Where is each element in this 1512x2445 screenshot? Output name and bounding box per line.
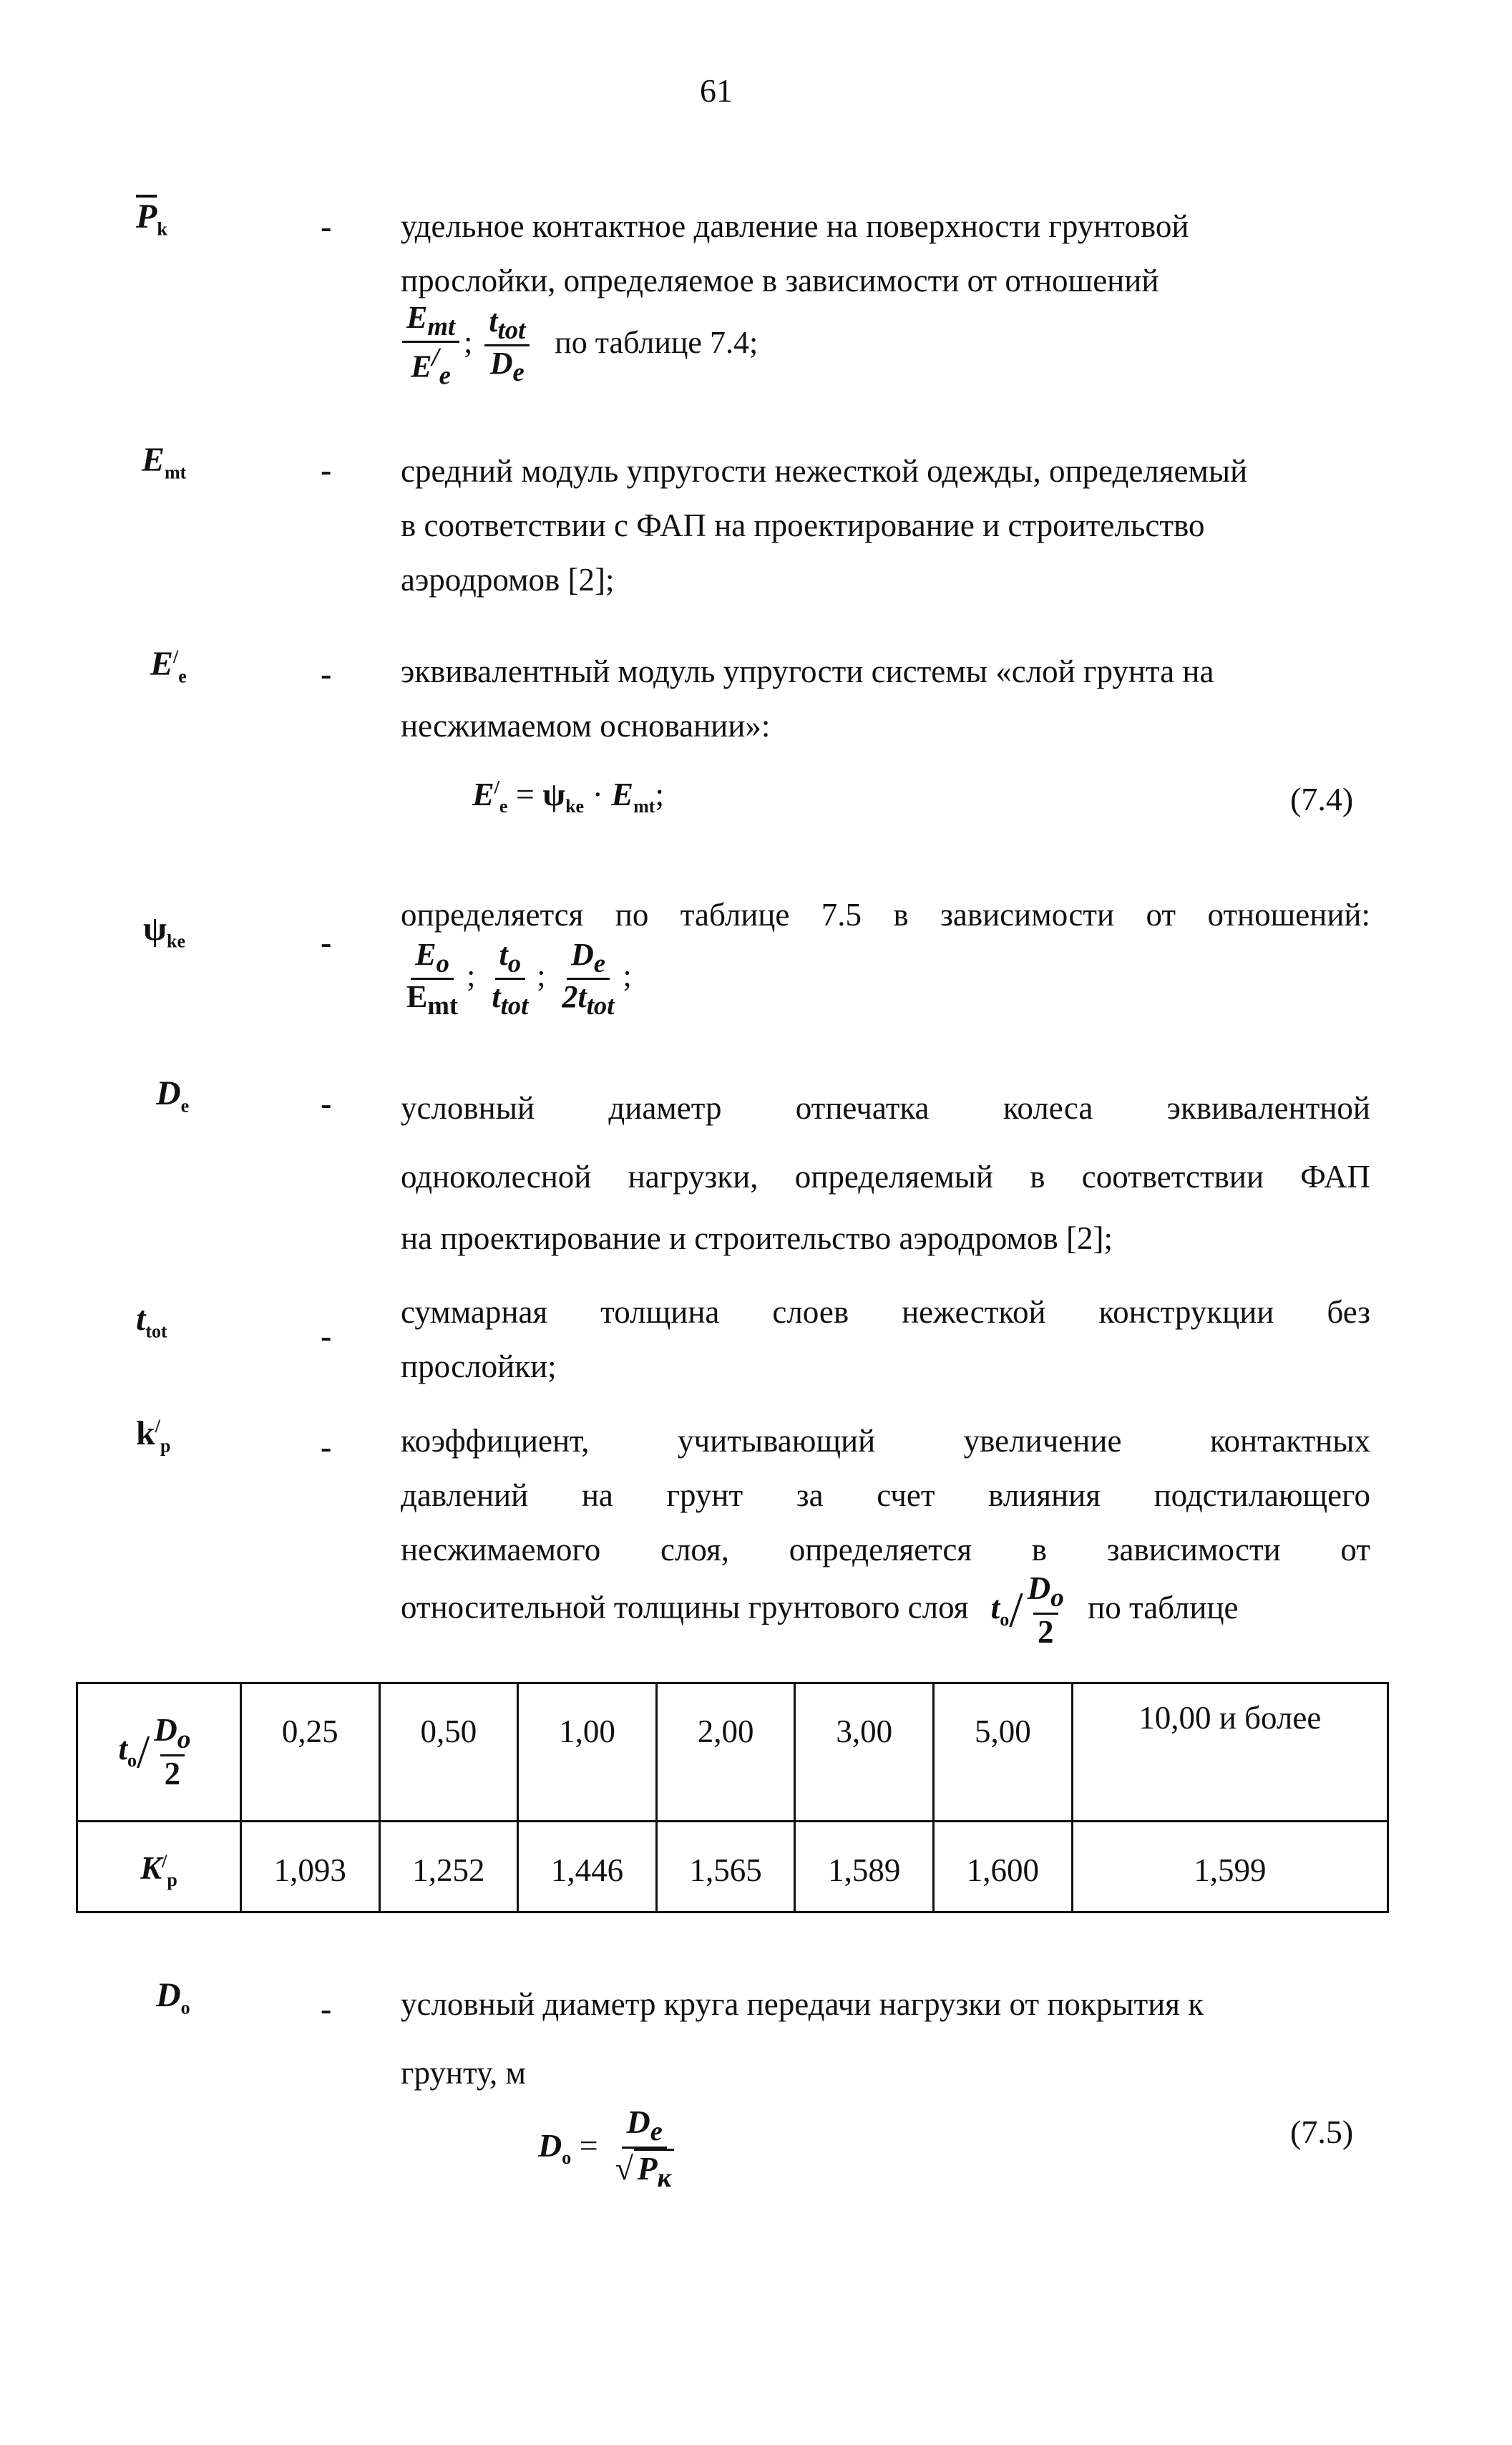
text-line: средний модуль упругости нежесткой одежды, определяемый	[401, 453, 1248, 489]
equation-7-5: $D_o$ = $\frac{D_e}{√ P_к}$	[538, 2104, 683, 2194]
symbol-do: $D_o$	[156, 1976, 190, 2018]
text-line: одноколесной нагрузки, определяемый в соответствии ФАП	[401, 1159, 1370, 1195]
ratio-formula-psi: $\frac{E_o}{E_{mt}}$ ; $\frac{t_o}{t_{tot}}$ ; $\frac{D_e}{2t_{tot}}$ ;	[406, 937, 632, 1020]
symbol-de: $D_e$	[156, 1074, 190, 1117]
text-line: аэродромов [2];	[401, 562, 615, 598]
equation-7-4: $E^/_e = \psi_{ke} \cdot E_{mt}$;	[472, 776, 665, 817]
table-cell: 2,00	[656, 1683, 795, 1822]
symbol-ttot: $t_{tot}$	[136, 1300, 167, 1342]
text-line: давлений на грунт за счет влияния подстилающего	[401, 1477, 1370, 1513]
table-cell: 5,00	[934, 1683, 1073, 1822]
text-line: удельное контактное давление на поверхности грунтовой	[401, 208, 1189, 244]
symbol-ee: $E^/_e$	[150, 645, 187, 687]
table-header-to-do: $t_o/$ $\frac{D_o}{2}$	[77, 1683, 241, 1822]
dash: -	[321, 1318, 332, 1354]
table-header-kp: $K^/_p$	[77, 1822, 241, 1912]
table-cell: 1,600	[934, 1822, 1073, 1912]
table-cell: 10,00 и более	[1072, 1683, 1387, 1822]
table-row	[77, 1683, 1388, 1822]
text-tail: по таблице	[1088, 1589, 1239, 1625]
symbol-psi-ke: $\psi_{ke}$	[143, 910, 186, 952]
definition-do	[401, 1970, 1370, 2107]
symbol-kp: $k^/_p$	[136, 1414, 171, 1457]
definition-pk	[401, 199, 1370, 308]
dash: -	[321, 452, 332, 488]
page-number: 61	[700, 72, 733, 109]
dash: -	[321, 1085, 332, 1122]
dash: -	[321, 1990, 332, 2027]
symbol-emt: $E_{mt}$	[142, 441, 187, 483]
text-line: грунту, м	[401, 2055, 526, 2091]
definition-ttot-last	[401, 1339, 1370, 1394]
equation-number: (7.5)	[1290, 2114, 1354, 2150]
text-line: определяется по таблице 7.5 в зависимости от отношений:	[401, 897, 1370, 933]
table-cell: 1,589	[795, 1822, 934, 1912]
definition-psi-ke	[401, 888, 1370, 942]
definition-emt	[401, 444, 1370, 607]
table-cell: 1,252	[379, 1822, 518, 1912]
text-line: относительной толщины грунтового слоя	[401, 1589, 969, 1625]
text-line: несжимаемом основании»:	[401, 708, 771, 744]
dash: -	[321, 656, 332, 692]
table-cell: 0,25	[241, 1683, 380, 1822]
dash: -	[321, 208, 332, 245]
symbol-pk: $\overline{P}_k$	[136, 198, 167, 240]
table-row	[77, 1822, 1388, 1912]
text-line: на проектирование и строительство аэродромов [2];	[401, 1220, 1113, 1256]
definition-kp-last: относительной толщины грунтового слоя $t_o/$ $\frac{D_o}{2}$ по таблице	[401, 1570, 1239, 1651]
table-cell: 1,599	[1072, 1822, 1387, 1912]
text-line: в соответствии с ФАП на проектирование и строительство	[401, 507, 1205, 543]
table-cell: 1,565	[656, 1822, 795, 1912]
text-tail: по таблице 7.4;	[555, 324, 759, 360]
equation-number: (7.4)	[1290, 781, 1354, 817]
table-cell: 3,00	[795, 1683, 934, 1822]
kp-table	[76, 1682, 1389, 1913]
text-line: условный диаметр отпечатка колеса эквивалентной	[401, 1090, 1370, 1126]
text-line: несжимаемого слоя, определяется в зависимости от	[401, 1532, 1370, 1567]
dash: -	[321, 924, 332, 961]
table-cell: 1,00	[518, 1683, 657, 1822]
text-line: коэффициент, учитывающий увеличение контактных	[401, 1423, 1370, 1459]
table-cell: 1,446	[518, 1822, 657, 1912]
definition-de	[401, 1074, 1370, 1211]
text-line: прослойки, определяемое в зависимости от отношений	[401, 263, 1159, 298]
dash: -	[321, 1429, 332, 1465]
text-line: суммарная толщина слоев нежесткой конструкции без	[401, 1294, 1370, 1330]
ratio-formula-pk: $\frac{E_{mt}}{E^/_e}$ ; $\frac{t_{tot}}{D_e}$ по таблице 7.4;	[398, 301, 758, 390]
definition-de-last	[401, 1211, 1370, 1265]
definition-ttot	[401, 1285, 1370, 1339]
text-line: эквивалентный модуль упругости системы «слой грунта на	[401, 653, 1214, 689]
definition-ee	[401, 644, 1370, 753]
table-cell: 1,093	[241, 1822, 380, 1912]
text-line: прослойки;	[401, 1348, 557, 1384]
definition-kp	[401, 1414, 1370, 1577]
table-cell: 0,50	[379, 1683, 518, 1822]
text-line: условный диаметр круга передачи нагрузки от покрытия к	[401, 1986, 1204, 2022]
